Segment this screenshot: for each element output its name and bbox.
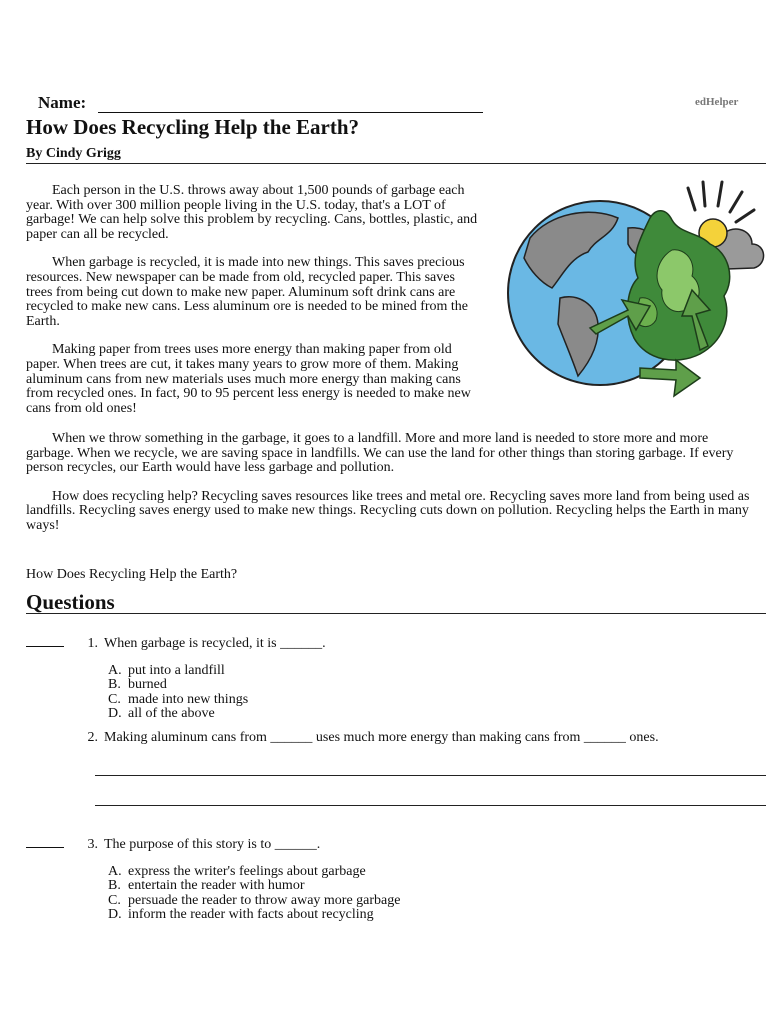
name-label: Name:	[38, 93, 87, 112]
option[interactable]: A. express the writer's feelings about garbage	[108, 863, 366, 879]
story-paragraph: When garbage is recycled, it is made into new things. This saves precious resources. New newspaper can be made from old, recycled paper. This saves trees from being cut down to make new paper. Aluminum soft drink cans are recycled to make new cans. Less aluminum ore is needed to be mined from the Earth.	[26, 255, 469, 329]
option[interactable]: B. entertain the reader with humor	[108, 878, 305, 894]
story-paragraph: Each person in the U.S. throws away about 1,500 pounds of garbage each year. With over 300 million people living in the U.S. today, that's a LOT of garbage! We can help solve this problem by recycling. Cans, bottles, plastic, and paper can all be recycled.	[26, 183, 478, 242]
name-row	[38, 93, 498, 113]
option[interactable]: D. all of the above	[108, 706, 215, 722]
option[interactable]: C. made into new things	[108, 691, 249, 707]
question-1	[26, 637, 746, 722]
story-paragraph: When we throw something in the garbage, it goes to a landfill. More and more land is needed to store more and more garbage. When we recycle, we are saving space in landfills. We can use the land for other things than storing garbage. If every person recycles, our Earth would have less garbage and pollution.	[26, 431, 734, 476]
questions-heading: Questions	[26, 590, 115, 614]
option[interactable]: B. burned	[108, 677, 167, 693]
story-paragraph: How does recycling help? Recycling saves resources like trees and metal ore. Recycling saves more land from being used as landfills. Recycling saves energy used to make new things. Recycling cuts down on pollution. Recycling helps the Earth in many ways!	[26, 488, 750, 533]
story-column-narrow	[26, 184, 481, 430]
recycling-earth-illustration	[500, 178, 770, 398]
answer-line[interactable]	[95, 775, 766, 776]
question-text: When garbage is recycled, it is ______.	[104, 636, 326, 651]
questions-subtitle: How Does Recycling Help the Earth?	[26, 567, 238, 582]
question-number: 2.	[87, 730, 98, 745]
page-title: How Does Recycling Help the Earth?	[26, 115, 360, 139]
byline: By Cindy Grigg	[26, 146, 121, 161]
question-2	[26, 731, 756, 746]
brand-label: edHelper	[695, 96, 739, 108]
question-3	[26, 838, 746, 923]
story-column-wide	[26, 432, 751, 548]
question-text: The purpose of this story is to ______.	[104, 837, 321, 852]
option[interactable]: C. persuade the reader to throw away more garbage	[108, 892, 401, 908]
answer-blank[interactable]	[26, 847, 64, 848]
story-paragraph: Making paper from trees uses more energy than making paper from old paper. When trees are cut, it takes many years to grow more of them. Making aluminum cans from new materials uses much more energy than making cans from recycled ones. In fact, 90 to 95 percent less energy is needed to make new cans from old ones!	[26, 342, 471, 416]
question-number: 1.	[87, 636, 98, 651]
answer-line[interactable]	[95, 805, 766, 806]
title-divider	[26, 163, 766, 164]
question-number: 3.	[87, 837, 98, 852]
question-text: Making aluminum cans from ______ uses much more energy than making cans from ______ ones.	[104, 730, 659, 745]
answer-blank[interactable]	[26, 646, 64, 647]
sun-rays	[688, 182, 754, 222]
option[interactable]: A. put into a landfill	[108, 662, 225, 678]
questions-divider	[26, 613, 766, 614]
name-field[interactable]	[98, 96, 483, 113]
option[interactable]: D. inform the reader with facts about recycling	[108, 907, 374, 923]
